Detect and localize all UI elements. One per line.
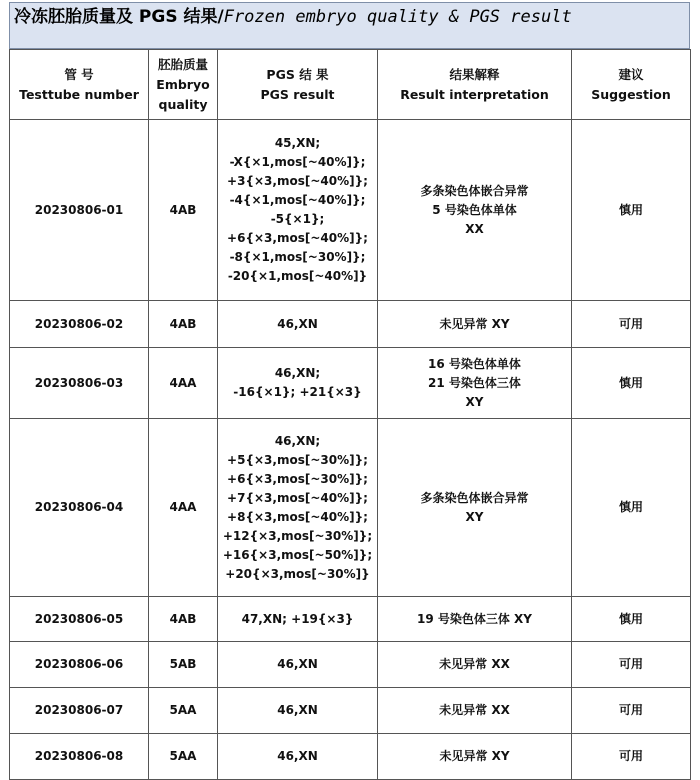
pgs-result-line: -5{×1}; xyxy=(270,212,325,226)
quality-cell xyxy=(149,597,218,642)
pgs-cell xyxy=(218,688,378,734)
embryo-quality: 5AB xyxy=(169,657,197,671)
suggestion-cell xyxy=(572,419,691,597)
interpretation-line: 未见异常 XX xyxy=(439,657,510,671)
pgs-result-line: -16{×1}; +21{×3} xyxy=(233,385,362,399)
embryo-quality: 4AB xyxy=(169,202,197,217)
pgs-result-line: 47,XN; +19{×3} xyxy=(241,611,354,626)
quality-cell xyxy=(149,419,218,597)
pgs-result-line: -X{×1,mos[~40%]}; xyxy=(229,155,366,169)
header-quality-cn: 胚胎质量 xyxy=(157,56,208,72)
interpretation-line: 5 号染色体单体 xyxy=(432,202,517,217)
pgs-result-line: +6{×3,mos[~30%]}; xyxy=(227,471,368,486)
report-page xyxy=(9,2,690,775)
pgs-result-table xyxy=(9,49,691,780)
testtube-number: 20230806-01 xyxy=(34,202,124,217)
suggestion-cell xyxy=(572,688,691,734)
pgs-cell xyxy=(218,301,378,348)
testtube-cell xyxy=(10,419,149,597)
testtube-number: 20230806-06 xyxy=(34,657,124,671)
testtube-cell xyxy=(10,688,149,734)
interpretation-line: 未见异常 XX xyxy=(439,703,510,717)
suggestion: 慎用 xyxy=(618,500,643,514)
interpretation-line: 未见异常 XY xyxy=(439,316,510,331)
table-row xyxy=(10,348,691,419)
pgs-result-line: +20{×3,mos[~30%]} xyxy=(225,566,370,581)
pgs-result-line: 45,XN; xyxy=(274,136,321,150)
suggestion: 可用 xyxy=(618,749,643,763)
table-row xyxy=(10,301,691,348)
pgs-result-line: +7{×3,mos[~40%]}; xyxy=(227,490,368,505)
testtube-cell xyxy=(10,301,149,348)
pgs-result-line: +12{×3,mos[~30%]}; xyxy=(222,528,373,543)
table-row xyxy=(10,120,691,301)
table-row xyxy=(10,734,691,780)
interpretation-line: 16 号染色体单体 xyxy=(428,356,521,371)
suggestion-cell xyxy=(572,301,691,348)
interpretation-line: 多条染色体嵌合异常 xyxy=(420,490,529,505)
embryo-quality: 4AB xyxy=(169,611,197,626)
interpretation-cell xyxy=(378,419,572,597)
result-table-body xyxy=(10,120,691,780)
table-row xyxy=(10,642,691,688)
embryo-quality: 5AA xyxy=(169,749,197,763)
table-row xyxy=(10,597,691,642)
header-quality xyxy=(149,50,218,120)
pgs-cell xyxy=(218,419,378,597)
suggestion: 慎用 xyxy=(618,375,643,390)
header-testtube-en: Testtube number xyxy=(19,86,139,102)
testtube-cell xyxy=(10,348,149,419)
pgs-result-line: +6{×3,mos[~40%]}; xyxy=(227,231,368,245)
table-row xyxy=(10,419,691,597)
header-suggestion xyxy=(572,50,691,120)
header-quality-en-1: Embryo xyxy=(156,76,210,92)
testtube-cell xyxy=(10,734,149,780)
suggestion-cell xyxy=(572,597,691,642)
header-interpretation-en: Result interpretation xyxy=(400,86,549,102)
suggestion: 可用 xyxy=(618,657,643,671)
interpretation-cell xyxy=(378,734,572,780)
suggestion-cell xyxy=(572,642,691,688)
title-en: Frozen embryo quality & PGS result xyxy=(223,7,572,27)
header-interpretation xyxy=(378,50,572,120)
interpretation-line: 未见异常 XY xyxy=(439,749,510,763)
testtube-number: 20230806-08 xyxy=(34,749,124,763)
header-quality-en-2: quality xyxy=(158,96,208,112)
pgs-result-line: 46,XN; xyxy=(274,366,321,380)
pgs-result-line: +5{×3,mos[~30%]}; xyxy=(227,452,368,467)
suggestion: 可用 xyxy=(618,316,643,331)
pgs-result-line: +3{×3,mos[~40%]}; xyxy=(227,174,368,188)
embryo-quality: 5AA xyxy=(169,703,197,717)
header-row xyxy=(10,50,691,120)
suggestion-cell xyxy=(572,734,691,780)
table-row xyxy=(10,688,691,734)
title-cn: 冷冻胚胎质量及 PGS 结果/ xyxy=(14,7,224,27)
testtube-number: 20230806-02 xyxy=(34,316,124,331)
header-pgs-cn: PGS 结 果 xyxy=(266,66,329,82)
pgs-result-line: +16{×3,mos[~50%]}; xyxy=(222,547,373,562)
quality-cell xyxy=(149,642,218,688)
pgs-result-line: +8{×3,mos[~40%]}; xyxy=(227,509,368,524)
header-interpretation-cn: 结果解释 xyxy=(449,66,500,82)
quality-cell xyxy=(149,348,218,419)
embryo-quality: 4AA xyxy=(169,375,197,390)
interpretation-cell xyxy=(378,597,572,642)
pgs-result-line: 46,XN xyxy=(277,703,318,717)
report-title xyxy=(14,6,572,28)
pgs-result-line: -20{×1,mos[~40%]} xyxy=(227,269,368,283)
suggestion-cell xyxy=(572,348,691,419)
header-pgs-en: PGS result xyxy=(260,86,335,102)
pgs-result-line: -8{×1,mos[~30%]}; xyxy=(229,250,366,264)
pgs-cell xyxy=(218,642,378,688)
interpretation-cell xyxy=(378,348,572,419)
suggestion: 慎用 xyxy=(618,202,643,217)
interpretation-cell xyxy=(378,301,572,348)
embryo-quality: 4AA xyxy=(169,500,197,514)
interpretation-line: 多条染色体嵌合异常 xyxy=(420,183,529,198)
suggestion: 可用 xyxy=(618,703,643,717)
interpretation-cell xyxy=(378,120,572,301)
interpretation-cell xyxy=(378,642,572,688)
quality-cell xyxy=(149,688,218,734)
header-testtube-cn: 管 号 xyxy=(64,66,94,82)
testtube-number: 20230806-03 xyxy=(34,375,124,390)
quality-cell xyxy=(149,120,218,301)
title-bar xyxy=(9,2,690,49)
header-suggestion-cn: 建议 xyxy=(618,66,644,82)
interpretation-line: XX xyxy=(465,221,484,236)
pgs-result-line: 46,XN xyxy=(277,749,318,763)
interpretation-cell xyxy=(378,688,572,734)
pgs-result-line: -4{×1,mos[~40%]}; xyxy=(229,193,366,207)
pgs-result-line: 46,XN xyxy=(277,316,318,331)
header-suggestion-en: Suggestion xyxy=(591,86,671,102)
suggestion: 慎用 xyxy=(618,611,643,626)
pgs-cell xyxy=(218,348,378,419)
testtube-number: 20230806-04 xyxy=(34,500,124,514)
testtube-cell xyxy=(10,120,149,301)
suggestion-cell xyxy=(572,120,691,301)
testtube-cell xyxy=(10,642,149,688)
testtube-cell xyxy=(10,597,149,642)
interpretation-line: XY xyxy=(465,394,484,409)
header-pgs xyxy=(218,50,378,120)
embryo-quality: 4AB xyxy=(169,316,197,331)
interpretation-line: 21 号染色体三体 xyxy=(428,375,521,390)
header-testtube xyxy=(10,50,149,120)
quality-cell xyxy=(149,301,218,348)
pgs-result-line: 46,XN xyxy=(277,657,318,671)
pgs-result-line: 46,XN; xyxy=(274,433,321,448)
quality-cell xyxy=(149,734,218,780)
testtube-number: 20230806-05 xyxy=(34,611,124,626)
interpretation-line: XY xyxy=(465,509,484,524)
pgs-cell xyxy=(218,120,378,301)
testtube-number: 20230806-07 xyxy=(34,703,124,717)
pgs-cell xyxy=(218,734,378,780)
pgs-cell xyxy=(218,597,378,642)
interpretation-line: 19 号染色体三体 XY xyxy=(417,611,532,626)
